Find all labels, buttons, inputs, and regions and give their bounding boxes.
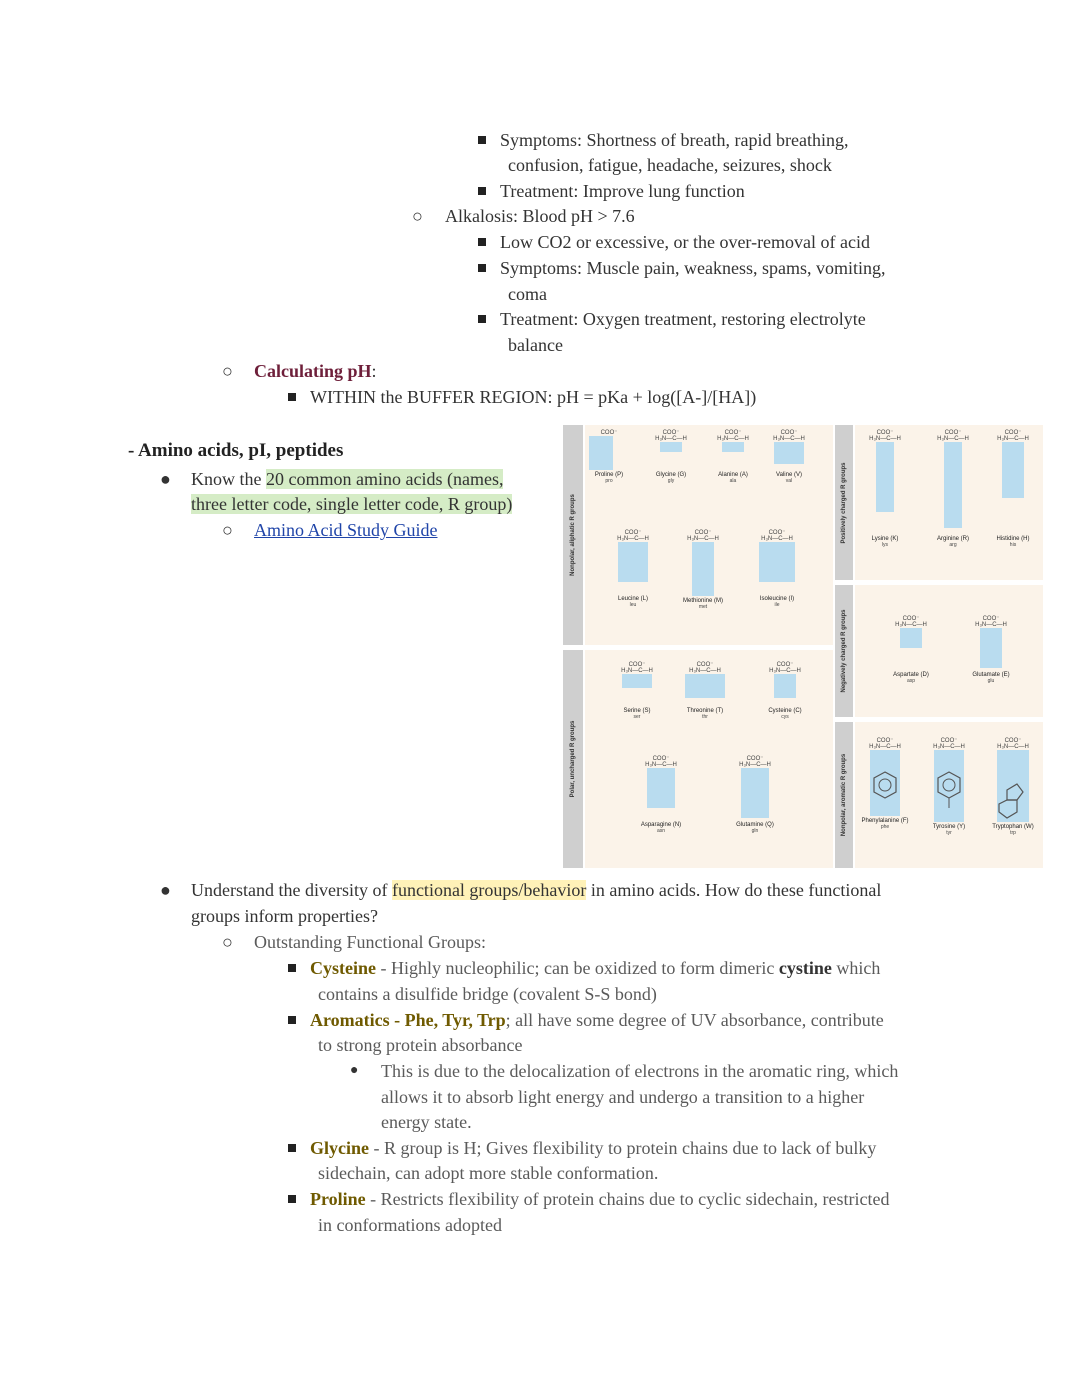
backbone-label: H₃N—C—H — [997, 744, 1029, 750]
r-group — [944, 442, 962, 528]
alkalosis-symptoms-text: Symptoms: Muscle pain, weakness, spams, vomiting, — [500, 258, 886, 278]
aa-name: Isoleucine (I) — [759, 596, 795, 602]
aa-name: Tryptophan (W) — [992, 824, 1034, 830]
backbone-label: H₃N—C—H — [739, 762, 771, 768]
r-group — [660, 442, 682, 452]
backbone-label: H₃N—C—H — [769, 668, 801, 674]
band-negative-label: Negatively charged R groups — [841, 609, 847, 693]
backbone-label: H₃N—C—H — [617, 536, 649, 542]
aromatics-text: ; all have some degree of UV absorbance, contribute — [505, 1010, 884, 1030]
aa-abbr: gly — [667, 478, 675, 484]
r-group — [622, 674, 652, 688]
backbone-label: H₃N—C—H — [997, 436, 1029, 442]
aa-name: Tyrosine (Y) — [932, 824, 966, 830]
coo-label: COO⁻ — [746, 756, 764, 762]
coo-label: COO⁻ — [628, 662, 646, 668]
aa-abbr: phe — [880, 824, 890, 830]
coo-label: COO⁻ — [696, 662, 714, 668]
aa-glutamate — [961, 615, 1021, 684]
r-group — [900, 628, 922, 648]
aa-tryptophan — [983, 737, 1043, 836]
backbone-label: H₃N—C—H — [761, 536, 793, 542]
aa-name: Glutamine (Q) — [736, 822, 774, 828]
aa-abbr: gln — [751, 828, 759, 834]
acidosis-symptoms-item — [478, 127, 848, 153]
aa-alanine — [703, 429, 763, 484]
aromatics-sub-3: energy state. — [381, 1112, 472, 1132]
coo-label: COO⁻ — [768, 530, 786, 536]
aa-abbr: ser — [633, 714, 641, 720]
alkalosis-cause-text: Low CO2 or excessive, or the over-removal of acid — [500, 232, 871, 252]
r-group — [685, 674, 725, 698]
aa-abbr: his — [1009, 542, 1017, 548]
glycine-item — [288, 1135, 876, 1161]
aa-name: Methionine (M) — [682, 598, 723, 604]
r-group — [741, 768, 769, 818]
functional-highlight: functional groups/behavior — [391, 880, 587, 900]
aa-abbr: cys — [781, 714, 789, 720]
coo-label: COO⁻ — [662, 430, 680, 436]
aromatics-name: Aromatics - Phe, Tyr, Trp — [310, 1010, 506, 1030]
alkalosis-symptoms-item — [478, 255, 885, 281]
r-group — [589, 436, 613, 470]
aa-abbr: val — [785, 478, 793, 484]
backbone-label: H₃N—C—H — [937, 436, 969, 442]
aa-serine — [607, 661, 667, 720]
know-line-1 — [191, 466, 503, 492]
calc-ph-colon: : — [371, 361, 377, 381]
backbone-label: H₃N—C—H — [689, 668, 721, 674]
outstanding-bullet: ○ — [222, 932, 233, 952]
outstanding-title: Outstanding Functional Groups: — [254, 932, 486, 952]
aa-glutamine — [725, 755, 785, 834]
aa-name: Cysteine (C) — [768, 708, 802, 714]
calc-ph-bullet: ○ — [222, 361, 233, 381]
r-group — [934, 750, 964, 822]
aa-name: Threonine (T) — [686, 708, 724, 714]
cysteine-name: Cysteine — [310, 958, 376, 978]
aa-name: Phenylalanine (F) — [861, 818, 909, 824]
know-highlight-2: three letter code, single letter code, R group) — [191, 494, 513, 514]
proline-text: - Restricts flexibility of protein chains due to cyclic sidechain, restricted — [365, 1189, 890, 1209]
aromatics-sub-2: allows it to absorb light energy and undergo a transition to a higher — [381, 1087, 865, 1107]
coo-label: COO⁻ — [624, 530, 642, 536]
know-pre: Know the — [191, 469, 266, 489]
band-aromatic — [835, 722, 853, 868]
proline-cont: in conformations adopted — [318, 1215, 502, 1235]
aa-name: Histidine (H) — [996, 536, 1030, 542]
aa-asparagine — [631, 755, 691, 834]
acidosis-symptoms-text: Symptoms: Shortness of breath, rapid breathing, — [500, 130, 849, 150]
alkalosis-title: Alkalosis: Blood pH > 7.6 — [445, 206, 635, 226]
acidosis-symptoms-cont: confusion, fatigue, headache, seizures, shock — [508, 155, 832, 175]
aa-cysteine — [755, 661, 815, 720]
proline-name: Proline — [310, 1189, 366, 1209]
coo-label: COO⁻ — [600, 430, 618, 436]
cysteine-text: - Highly nucleophilic; can be oxidized to form dimeric — [376, 958, 779, 978]
aa-abbr: arg — [949, 542, 957, 548]
band-polar-label: Polar, uncharged R groups — [570, 720, 576, 798]
aa-name: Proline (P) — [594, 472, 624, 478]
band-nonpolar-label: Nonpolar, aliphatic R groups — [570, 494, 576, 576]
backbone-label: H₃N—C—H — [975, 622, 1007, 628]
aa-abbr: lys — [881, 542, 889, 548]
alkalosis-treatment-item — [478, 306, 866, 332]
band-aromatic-label: Nonpolar, aromatic R groups — [841, 753, 847, 837]
functional-pre: Understand the diversity of — [191, 880, 392, 900]
know-bullet: ● — [160, 469, 171, 489]
band-negative — [835, 585, 853, 717]
r-group — [618, 542, 648, 582]
band-positive — [835, 425, 853, 580]
r-group — [876, 442, 894, 512]
calc-ph-formula-item — [288, 384, 756, 410]
alkalosis-treatment-text: Treatment: Oxygen treatment, restoring electrolyte — [500, 309, 866, 329]
r-group — [1002, 442, 1024, 498]
aa-abbr: pro — [605, 478, 613, 484]
aa-name: Asparagine (N) — [640, 822, 682, 828]
aa-abbr: thr — [702, 714, 708, 720]
benzene-ring-icon — [870, 750, 900, 816]
phenol-ring-icon — [934, 750, 964, 822]
band-polar — [563, 650, 583, 868]
glycine-cont: sidechain, can adopt more stable conformation. — [318, 1163, 659, 1183]
r-group — [722, 442, 744, 452]
aa-abbr: glu — [987, 678, 995, 684]
aromatics-sub-1: This is due to the delocalization of electrons in the aromatic ring, which — [381, 1061, 899, 1081]
aromatics-sub-bullet: ● — [350, 1063, 359, 1078]
coo-label: COO⁻ — [876, 738, 894, 744]
aa-name: Alanine (A) — [718, 472, 748, 478]
aa-glycine — [641, 429, 701, 484]
coo-label: COO⁻ — [776, 662, 794, 668]
aa-abbr: tyr — [946, 830, 952, 836]
backbone-label: H₃N—C—H — [869, 744, 901, 750]
coo-label: COO⁻ — [724, 430, 742, 436]
calc-ph-title-line — [254, 358, 377, 384]
calc-ph-title: Calculating pH — [254, 361, 372, 381]
backbone-label: H₃N—C—H — [869, 436, 901, 442]
aa-name: Lysine (K) — [871, 536, 899, 542]
backbone-label: H₃N—C—H — [773, 436, 805, 442]
glycine-text: - R group is H; Gives flexibility to protein chains due to lack of bulky — [369, 1138, 877, 1158]
aromatics-item — [288, 1007, 884, 1033]
alkalosis-treatment-cont: balance — [508, 335, 563, 355]
aa-lysine — [855, 429, 915, 548]
aa-tyrosine — [919, 737, 979, 836]
know-line-2 — [191, 491, 512, 517]
aa-aspartate — [881, 615, 941, 684]
backbone-label: H₃N—C—H — [895, 622, 927, 628]
alkalosis-cause-item — [478, 229, 870, 255]
aa-abbr: ile — [774, 602, 780, 608]
coo-label: COO⁻ — [1004, 430, 1022, 436]
aa-abbr: leu — [629, 602, 637, 608]
r-group — [774, 674, 796, 698]
coo-label: COO⁻ — [876, 430, 894, 436]
coo-label: COO⁻ — [780, 430, 798, 436]
backbone-label: H₃N—C—H — [645, 762, 677, 768]
aa-name: Leucine (L) — [617, 596, 649, 602]
band-positive-label: Positively charged R groups — [841, 461, 847, 544]
functional-line-1 — [191, 877, 881, 903]
aa-isoleucine — [747, 529, 807, 608]
cysteine-text-post: which — [831, 958, 881, 978]
r-group — [997, 750, 1029, 822]
backbone-label: H₃N—C—H — [717, 436, 749, 442]
aa-abbr: asn — [656, 828, 666, 834]
alkalosis-bullet: ○ — [412, 206, 423, 226]
aa-arginine — [923, 429, 983, 548]
r-group — [692, 542, 714, 596]
coo-label: COO⁻ — [982, 616, 1000, 622]
r-group — [980, 628, 1002, 668]
r-group — [870, 750, 900, 816]
backbone-label: H₃N—C—H — [687, 536, 719, 542]
coo-label: COO⁻ — [944, 430, 962, 436]
aa-abbr: trp — [1010, 830, 1016, 836]
aa-valine — [759, 429, 819, 484]
r-group — [647, 768, 675, 808]
aa-threonine — [675, 661, 735, 720]
aa-methionine — [673, 529, 733, 610]
cystine-bold: cystine — [778, 958, 832, 978]
acidosis-treatment-text: Treatment: Improve lung function — [500, 181, 745, 201]
functional-bullet: ● — [160, 880, 171, 900]
coo-label: COO⁻ — [1004, 738, 1022, 744]
aa-name: Valine (V) — [776, 472, 802, 478]
aa-proline — [579, 429, 639, 484]
alkalosis-symptoms-cont: coma — [508, 284, 547, 304]
proline-item — [288, 1186, 890, 1212]
r-group — [759, 542, 795, 582]
aa-abbr: met — [698, 604, 708, 610]
r-group — [774, 442, 804, 464]
study-guide-link[interactable]: Amino Acid Study Guide — [254, 520, 438, 540]
coo-label: COO⁻ — [694, 530, 712, 536]
know-highlight-1: 20 common amino acids (names, — [266, 469, 504, 489]
aromatics-cont: to strong protein absorbance — [318, 1035, 523, 1055]
cysteine-item — [288, 955, 880, 981]
backbone-label: H₃N—C—H — [655, 436, 687, 442]
coo-label: COO⁻ — [902, 616, 920, 622]
aa-name: Aspartate (D) — [893, 672, 929, 678]
functional-line-2: groups inform properties? — [191, 906, 378, 926]
glycine-name: Glycine — [310, 1138, 369, 1158]
indole-ring-icon — [997, 750, 1029, 822]
aa-name: Arginine (R) — [936, 536, 969, 542]
acidosis-treatment-item — [478, 178, 745, 204]
aa-phenylalanine — [855, 737, 915, 830]
study-guide-bullet: ○ — [222, 520, 233, 540]
coo-label: COO⁻ — [652, 756, 670, 762]
calc-ph-formula: WITHIN the BUFFER REGION: pH = pKa + log([A-]/[HA]) — [310, 387, 757, 407]
aa-name: Serine (S) — [623, 708, 651, 714]
aa-leucine — [603, 529, 663, 608]
amino-acid-chart — [563, 425, 1043, 868]
backbone-label: H₃N—C—H — [933, 744, 965, 750]
backbone-label: H₃N—C—H — [621, 668, 653, 674]
aa-histidine — [983, 429, 1043, 548]
amino-heading: - Amino acids, pI, peptides — [128, 440, 344, 461]
aa-name: Glutamate (E) — [972, 672, 1010, 678]
functional-post: in amino acids. How do these functional — [586, 880, 882, 900]
aa-abbr: ala — [729, 478, 737, 484]
aa-abbr: asp — [906, 678, 916, 684]
cysteine-cont: contains a disulfide bridge (covalent S-S bond) — [318, 984, 657, 1004]
coo-label: COO⁻ — [940, 738, 958, 744]
aa-name: Glycine (G) — [655, 472, 687, 478]
